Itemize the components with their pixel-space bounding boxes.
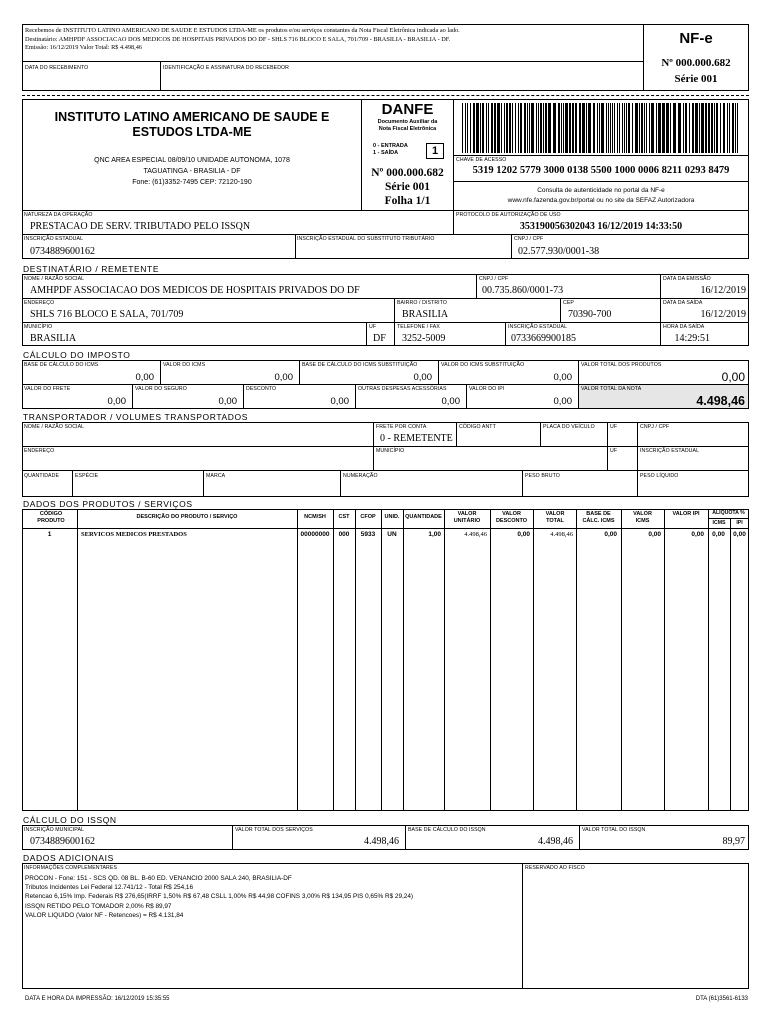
- v-seguro-label: VALOR DO SEGURO: [135, 386, 187, 392]
- transp-end-label: ENDEREÇO: [24, 448, 55, 454]
- barcode-bar: [699, 103, 700, 153]
- barcode-bar: [716, 103, 718, 153]
- barcode-bar: [536, 103, 537, 153]
- bc-icms-st: 0,00: [413, 372, 432, 383]
- barcode-bar: [670, 103, 671, 153]
- dest-uf-label: UF: [369, 324, 377, 330]
- dest-uf: DF: [373, 333, 386, 344]
- emitente-nome-l2: ESTUDOS LTDA-ME: [132, 125, 252, 139]
- issqn-bc: 4.498,46: [538, 836, 573, 847]
- transp-marca-label: MARCA: [206, 473, 226, 479]
- transp-pl-label: PESO LÍQUIDO: [640, 473, 679, 479]
- dest-fone: 3252-5009: [402, 333, 446, 344]
- v-icms: 0,00: [274, 372, 293, 383]
- cnpj-label: CNPJ / CPF: [514, 236, 544, 242]
- info-line4: ISSQN RETIDO PELO TOMADOR 2,00% R$ 89,97: [25, 902, 172, 910]
- adicionais-title: DADOS ADICIONAIS: [23, 853, 114, 863]
- transp-cnpj-label: CNPJ / CPF: [640, 424, 670, 430]
- barcode-bar: [612, 103, 613, 153]
- danfe-sub2: Nota Fiscal Eletrônica: [378, 126, 437, 132]
- dest-bairro: BRASILIA: [402, 309, 449, 320]
- emitente-end-l2: TAGUATINGA - BRASILIA - DF: [143, 168, 241, 175]
- ie-st-label: INSCRIÇÃO ESTADUAL DO SUBSTITUTO TRIBUTÁRIO: [297, 236, 435, 242]
- cell-aliq-ipi: 0,00: [733, 531, 746, 538]
- barcode-bar: [553, 103, 556, 153]
- barcode-bar: [714, 103, 715, 153]
- cell-cst: 000: [338, 531, 350, 538]
- canhoto-line1: Recebemos de INSTITUTO LATINO AMERICANO DE SAUDE E ESTUDOS LTDA-ME os produtos e/ou serviços constantes da Nota Fiscal Eletrônica indicada ao lado.: [25, 27, 460, 34]
- transp-uf2-label: UF: [610, 448, 618, 454]
- th-vdesc: VALOR DESCONTO: [495, 511, 528, 524]
- barcode-bar: [527, 103, 528, 153]
- barcode-bar: [540, 103, 542, 153]
- v-ipi: 0,00: [553, 396, 572, 407]
- barcode-bar: [569, 103, 571, 153]
- barcode-bar: [565, 103, 568, 153]
- desconto-label: DESCONTO: [246, 386, 277, 392]
- barcode-bar: [473, 103, 475, 153]
- transp-title: TRANSPORTADOR / VOLUMES TRANSPORTADOS: [23, 412, 248, 422]
- danfe-entrada: 0 - ENTRADA: [373, 143, 408, 149]
- th-bcicms: BASE DE CÁLC. ICMS: [582, 511, 615, 524]
- natureza-label: NATUREZA DA OPERAÇÃO: [24, 212, 93, 218]
- issqn-vs-label: VALOR TOTAL DOS SERVIÇOS: [235, 827, 313, 833]
- th-aliq-ipi: IPI: [736, 520, 743, 526]
- cell-descricao: SERVICOS MEDICOS PRESTADOS: [81, 531, 187, 538]
- barcode-bar: [639, 103, 640, 153]
- barcode-bar: [467, 103, 468, 153]
- th-codigo: CÓDIGO PRODUTO: [37, 511, 65, 524]
- th-unid: UNID.: [384, 514, 400, 520]
- barcode-bar: [512, 103, 513, 153]
- barcode-bar: [685, 103, 687, 153]
- dest-end: SHLS 716 BLOCO E SALA, 701/709: [30, 309, 184, 320]
- barcode-bar: [470, 103, 471, 153]
- transp-qtd-label: QUANTIDADE: [24, 473, 60, 479]
- th-vicms: VALOR ICMS: [633, 511, 652, 524]
- barcode-bar: [689, 103, 690, 153]
- transp-num-label: NUMERAÇÃO: [343, 473, 378, 479]
- barcode-bar: [735, 103, 736, 153]
- barcode-bar: [644, 103, 645, 153]
- v-ipi-label: VALOR DO IPI: [469, 386, 505, 392]
- barcode-bar: [563, 103, 564, 153]
- barcode-bar: [678, 103, 681, 153]
- info-line1: PROCON - Fone: 151 - SCS QD. 08 BL. B-60 ED. VENANCIO 2000 SALA 240, BRASILIA-DF: [25, 875, 292, 882]
- danfe-numero: Nº 000.000.682: [371, 167, 444, 179]
- emitente-endereco: [22, 155, 362, 188]
- barcode-bar: [491, 103, 493, 153]
- dest-bairro-label: BAIRRO / DISTRITO: [397, 300, 448, 306]
- dest-cnpj: 00.735.860/0001-73: [482, 285, 564, 296]
- produtos-title: DADOS DOS PRODUTOS / SERVIÇOS: [23, 499, 193, 509]
- cell-unid: UN: [387, 531, 397, 538]
- protocolo-label: PROTOCOLO DE AUTORIZAÇÃO DE USO: [456, 212, 561, 218]
- canhoto-text: [25, 27, 640, 53]
- barcode-bar: [520, 103, 522, 153]
- footer-phone: DTA (61)3561-6133: [695, 996, 748, 1002]
- dest-nome-label: NOME / RAZÃO SOCIAL: [24, 276, 85, 282]
- barcode-bar: [692, 103, 694, 153]
- dest-cnpj-label: CNPJ / CPF: [479, 276, 509, 282]
- th-descricao: DESCRIÇÃO DO PRODUTO / SERVIÇO: [136, 514, 238, 520]
- barcode-bar: [462, 103, 463, 153]
- cell-vipi: 0,00: [691, 531, 704, 538]
- imposto-title: CÁLCULO DO IMPOSTO: [23, 350, 131, 360]
- produtos-box: [22, 509, 749, 811]
- cell-vicms: 0,00: [648, 531, 661, 538]
- table-row: [22, 531, 749, 541]
- cell-bcicms: 0,00: [604, 531, 617, 538]
- danfe-tipos: [373, 143, 408, 157]
- barcode-bar: [558, 103, 560, 153]
- barcode-bar: [635, 103, 638, 153]
- th-ncm: NCM/SH: [304, 514, 326, 520]
- dest-hora-label: HORA DA SAÍDA: [663, 324, 705, 330]
- barcode: [462, 103, 742, 153]
- dest-mun-label: MUNICÍPIO: [24, 324, 53, 330]
- dest-cep-label: CEP: [563, 300, 574, 306]
- v-produtos: 0,00: [721, 370, 745, 384]
- dest-nome: AMHPDF ASSOCIACAO DOS MEDICOS DE HOSPITAIS PRIVADOS DO DF: [30, 285, 360, 296]
- transp-esp-label: ESPÉCIE: [75, 473, 99, 479]
- barcode-bar: [617, 103, 618, 153]
- canhoto-numero: Nº 000.000.682: [661, 57, 731, 69]
- info-line3: Retencao 6,15% Imp. Federais R$ 276,65(IRRF 1,50% R$ 67,48 CSLL 1,00% R$ 44,98 COFINS 3,00% R$ 134,95 PIS 0,65% R$ 29,24): [25, 893, 414, 901]
- barcode-bar: [624, 103, 625, 153]
- barcode-bar: [561, 103, 562, 153]
- chave-label: CHAVE DE ACESSO: [456, 157, 507, 163]
- barcode-bar: [480, 103, 481, 153]
- dest-ie: 0733669900185: [511, 333, 576, 344]
- dest-title: DESTINATÁRIO / REMETENTE: [23, 264, 160, 274]
- cut-line: [22, 95, 749, 96]
- natureza-value: PRESTACAO DE SERV. TRIBUTADO PELO ISSQN: [30, 221, 251, 232]
- barcode-bar: [506, 103, 508, 153]
- barcode-bar: [619, 103, 620, 153]
- barcode-bar: [628, 103, 630, 153]
- dest-saida-label: DATA DA SAÍDA: [663, 300, 703, 306]
- barcode-bar: [497, 103, 500, 153]
- barcode-bar: [482, 103, 484, 153]
- barcode-bar: [538, 103, 539, 153]
- barcode-bar: [662, 103, 665, 153]
- barcode-bar: [720, 103, 721, 153]
- barcode-bar: [732, 103, 734, 153]
- barcode-bar: [582, 103, 585, 153]
- barcode-bar: [701, 103, 704, 153]
- barcode-bar: [488, 103, 489, 153]
- barcode-bar: [529, 103, 530, 153]
- barcode-bar: [723, 103, 725, 153]
- consulta-line1: Consulta de autenticidade no portal da NF-e: [537, 187, 665, 194]
- danfe-folha: Folha 1/1: [384, 195, 431, 207]
- bc-icms-st-label: BASE DE CÁLCULO DO ICMS SUBSTITUIÇÃO: [302, 362, 418, 368]
- barcode-bar: [614, 103, 615, 153]
- barcode-bar: [711, 103, 713, 153]
- issqn-vs: 4.498,46: [364, 836, 399, 847]
- barcode-bar: [729, 103, 730, 153]
- transp-ie-label: INSCRIÇÃO ESTADUAL: [640, 448, 700, 454]
- barcode-bar: [504, 103, 505, 153]
- barcode-bar: [509, 103, 511, 153]
- barcode-bar: [626, 103, 627, 153]
- dest-fone-label: TELEFONE / FAX: [397, 324, 440, 330]
- canhoto-line3: Emissão: 16/12/2019 Valor Total: R$ 4.498,46: [25, 44, 143, 52]
- barcode-bar: [683, 103, 684, 153]
- data-recebimento-label: DATA DO RECEBIMENTO: [25, 65, 89, 71]
- dest-hora: 14:29:51: [674, 333, 710, 344]
- barcode-bar: [531, 103, 534, 153]
- cell-vdesc: 0,00: [517, 531, 530, 538]
- th-aliquota: ALÍQUOTA %: [712, 510, 745, 516]
- v-icms-st-label: VALOR DO ICMS SUBSTITUIÇÃO: [441, 362, 525, 368]
- barcode-bar: [593, 103, 595, 153]
- dest-end-label: ENDEREÇO: [24, 300, 55, 306]
- issqn-title: CÁLCULO DO ISSQN: [23, 815, 117, 825]
- barcode-bar: [708, 103, 710, 153]
- barcode-bar: [501, 103, 502, 153]
- issqn-vi: 89,97: [722, 836, 745, 847]
- th-aliq-icms: ICMS: [712, 520, 726, 526]
- barcode-bar: [658, 103, 661, 153]
- th-vtotal: VALOR TOTAL: [545, 511, 565, 524]
- barcode-bar: [632, 103, 633, 153]
- info-text: [25, 874, 520, 920]
- danfe-saida: 1 - SAÍDA: [373, 150, 399, 156]
- barcode-bar: [543, 103, 544, 153]
- emitente-nome: [22, 110, 362, 140]
- barcode-bar: [727, 103, 728, 153]
- danfe-title: DANFE: [381, 101, 434, 118]
- bc-icms: 0,00: [135, 372, 154, 383]
- info-label: INFORMAÇÕES COMPLEMENTARES: [24, 865, 118, 871]
- barcode-bar: [608, 103, 609, 153]
- barcode-bar: [695, 103, 698, 153]
- th-qtd: QUANTIDADE: [405, 514, 442, 520]
- v-total-nota: 4.498,46: [696, 394, 745, 408]
- cell-qtd: 1,00: [428, 531, 441, 538]
- dest-mun: BRASILIA: [30, 333, 77, 344]
- cnpj-value: 02.577.930/0001-38: [518, 246, 600, 257]
- emitente-end-l3: Fone: (61)3352-7495 CEP: 72120-190: [132, 179, 252, 186]
- emitente-end-l1: QNC AREA ESPECIAL 08/09/10 UNIDADE AUTONOMA, 1078: [94, 157, 290, 164]
- barcode-bar: [465, 103, 466, 153]
- barcode-bar: [673, 103, 676, 153]
- danfe-tipo-box: 1: [426, 143, 444, 159]
- barcode-bar: [494, 103, 496, 153]
- barcode-bar: [651, 103, 654, 153]
- issqn-bc-label: BASE DE CÁLCULO DO ISSQN: [408, 827, 486, 833]
- cell-codigo: 1: [47, 531, 52, 538]
- cell-aliq-icms: 0,00: [712, 531, 725, 538]
- barcode-bar: [575, 103, 577, 153]
- desconto: 0,00: [330, 396, 349, 407]
- ie-value: 0734889600162: [30, 246, 95, 257]
- cell-ncm: 00000000: [300, 531, 330, 538]
- cell-vunit: 4.498,46: [464, 531, 487, 538]
- barcode-bar: [524, 103, 526, 153]
- protocolo-value: 353190056302043 16/12/2019 14:33:50: [519, 221, 683, 232]
- dest-emissao-label: DATA DA EMISSÃO: [663, 276, 711, 282]
- outras-label: OUTRAS DESPESAS ACESSÓRIAS: [358, 386, 447, 392]
- footer-print-date: DATA E HORA DA IMPRESSÃO: 16/12/2019 15:35:55: [25, 996, 170, 1002]
- cell-vtotal: 4.498,46: [550, 531, 573, 538]
- v-icms-st: 0,00: [553, 372, 572, 383]
- dest-cep: 70390-700: [568, 309, 612, 320]
- consulta-line2: www.nfe.fazenda.gov.br/portal ou no site da SEFAZ Autorizadora: [507, 197, 695, 204]
- barcode-bar: [586, 103, 587, 153]
- transp-nome-label: NOME / RAZÃO SOCIAL: [24, 424, 85, 430]
- barcode-bar: [599, 103, 600, 153]
- canhoto-line2: Destinatário: AMHPDF ASSOCIACAO DOS MEDICOS DE HOSPITAIS PRIVADOS DO DF - SHLS 716 BLOCO E SALA, 701/709 - BRASILIA - BRASILIA - DF.: [25, 35, 451, 43]
- transp-pb-label: PESO BRUTO: [525, 473, 560, 479]
- issqn-vi-label: VALOR TOTAL DO ISSQN: [582, 827, 646, 833]
- emitente-nome-l1: INSTITUTO LATINO AMERICANO DE SAUDE E: [54, 110, 330, 124]
- chave-consulta: [453, 186, 749, 206]
- cell-cfop: 5933: [360, 531, 376, 538]
- transp-frete-label: FRETE POR CONTA: [376, 424, 427, 430]
- issqn-im-label: INSCRIÇÃO MUNICIPAL: [24, 827, 85, 833]
- dest-emissao: 16/12/2019: [700, 285, 746, 296]
- v-frete: 0,00: [107, 396, 126, 407]
- outras: 0,00: [441, 396, 460, 407]
- v-icms-label: VALOR DO ICMS: [163, 362, 206, 368]
- barcode-bar: [610, 103, 611, 153]
- barcode-bar: [622, 103, 623, 153]
- v-seguro: 0,00: [218, 396, 237, 407]
- barcode-bar: [515, 103, 516, 153]
- info-line2: Tributos Incidentes Lei Federal 12.741/12 - Total R$ 254,16: [25, 884, 194, 892]
- barcode-bar: [572, 103, 574, 153]
- dest-ie-label: INSCRIÇÃO ESTADUAL: [508, 324, 568, 330]
- transp-placa-label: PLACA DO VEÍCULO: [543, 424, 595, 430]
- canhoto-nfe: NF-e: [679, 30, 713, 47]
- fisco-label: RESERVADO AO FISCO: [525, 865, 585, 871]
- chave-value: 5319 1202 5779 3000 0138 5500 1000 0006 8211 0293 8479: [472, 165, 730, 176]
- th-vipi: VALOR IPI: [672, 511, 700, 517]
- transp-antt-label: CÓDIGO ANTT: [459, 424, 496, 430]
- barcode-bar: [649, 103, 650, 153]
- danfe-sub1: Documento Auxiliar da: [377, 119, 438, 125]
- barcode-bar: [545, 103, 547, 153]
- info-line5: VALOR LIQUIDO (Valor NF - Retencoes) = R$ 4.131,84: [25, 911, 184, 919]
- barcode-bar: [666, 103, 669, 153]
- transp-uf-label: UF: [610, 424, 618, 430]
- barcode-bar: [646, 103, 647, 153]
- barcode-bar: [737, 103, 738, 153]
- v-total-nota-label: VALOR TOTAL DA NOTA: [581, 386, 642, 392]
- barcode-bar: [518, 103, 519, 153]
- v-produtos-label: VALOR TOTAL DOS PRODUTOS: [581, 362, 662, 368]
- barcode-bar: [476, 103, 479, 153]
- ie-label: INSCRIÇÃO ESTADUAL: [24, 236, 84, 242]
- bc-icms-label: BASE DE CÁLCULO DO ICMS: [24, 362, 99, 368]
- identificacao-label: IDENTIFICAÇÃO E ASSINATURA DO RECEBEDOR: [163, 65, 290, 71]
- barcode-bar: [705, 103, 707, 153]
- barcode-bar: [601, 103, 604, 153]
- barcode-bar: [597, 103, 598, 153]
- dest-saida: 16/12/2019: [700, 309, 746, 320]
- barcode-bar: [641, 103, 643, 153]
- barcode-bar: [579, 103, 581, 153]
- barcode-bar: [548, 103, 551, 153]
- th-cst: CST: [338, 514, 350, 520]
- transp-mun-label: MUNICÍPIO: [376, 448, 405, 454]
- v-frete-label: VALOR DO FRETE: [24, 386, 71, 392]
- barcode-bar: [606, 103, 607, 153]
- issqn-im: 0734889600162: [30, 836, 95, 847]
- barcode-bar: [588, 103, 591, 153]
- transp-frete: 0 - REMETENTE: [380, 433, 453, 444]
- barcode-bar: [656, 103, 657, 153]
- danfe-serie: Série 001: [384, 181, 431, 193]
- th-cfop: CFOP: [360, 514, 376, 520]
- barcode-bar: [486, 103, 487, 153]
- canhoto-serie: Série 001: [674, 73, 718, 85]
- th-vunit: VALOR UNITÁRIO: [453, 511, 481, 524]
- danfe-subtitle: [361, 119, 454, 133]
